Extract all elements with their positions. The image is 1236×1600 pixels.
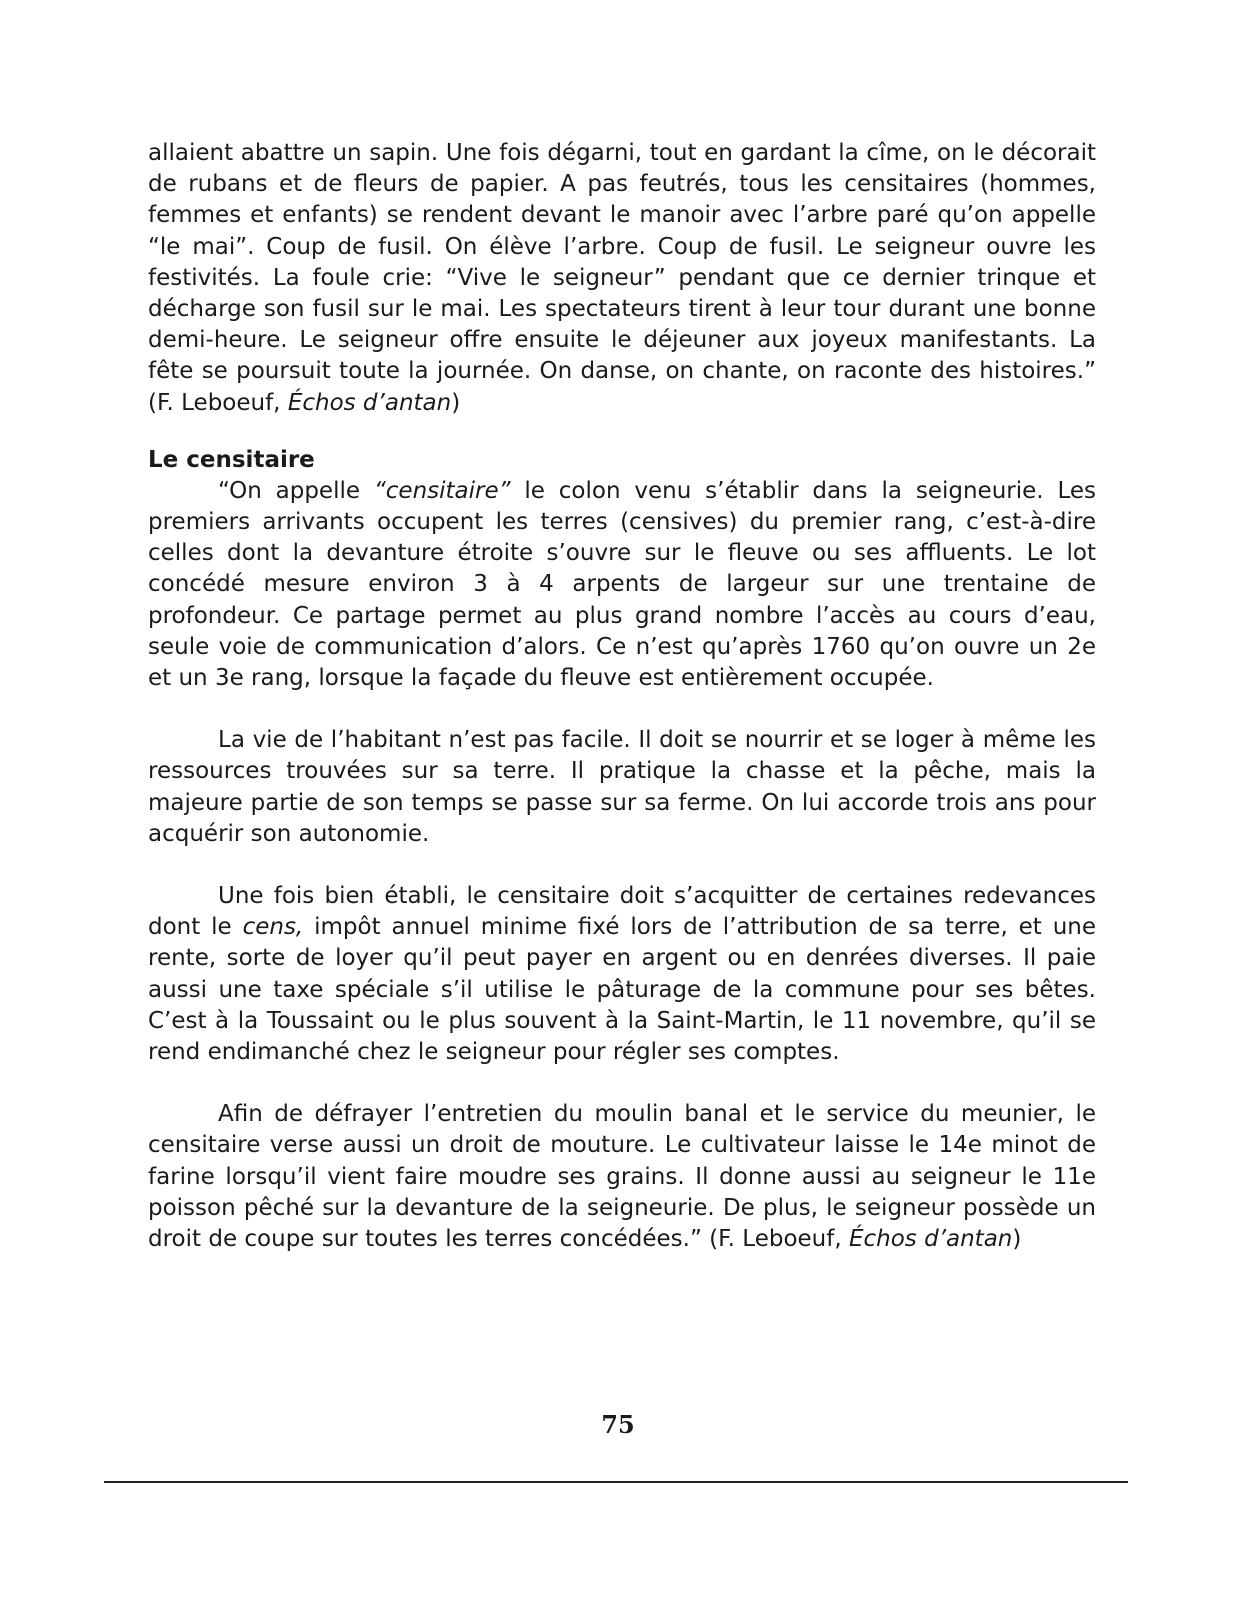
paragraph-habitant-life: La vie de l’habitant n’est pas facile. Il doit se nourrir et se loger à même les ressources trouvées sur sa terre. Il pratique la chasse et la pêche, mais la majeure partie de son temps se passe sur sa ferme. On lui accorde trois ans pour acquérir son autonomie.	[148, 727, 1096, 847]
term-censitaire: “censitaire”	[373, 477, 511, 504]
paragraph-text: le colon venu s’établir dans la seigneurie. Les premiers arrivants occupent les terres (censives) du premier rang, c’est-à-dire celles dont la devanture étroite s’ouvre sur le fleuve ou ses affluents. Le lot concédé mesure environ 3 à 4 arpents de largeur sur une trentaine de profondeur. Ce partage permet au plus grand nombre l’accès au cours d’eau, seule voie de communication d’alors. Ce n’est qu’après 1760 qu’on ouvre un 2e et un 3e rang, lorsque la façade du fleuve est entièrement occupée.	[148, 477, 1096, 692]
section-heading: Le censitaire	[148, 446, 315, 473]
document-body	[148, 138, 1096, 1255]
paragraph-text: impôt annuel minime fixé lors de l’attribution de sa terre, et une rente, sorte de loyer qu’il peut payer en argent ou en denrées diverses. Il paie aussi une taxe spéciale s’il utilise le pâturage de la commune pour ses bêtes. C’est à la Toussaint ou le plus souvent à la Saint-Martin, le 11 novembre, qu’il se rend endimanché chez le seigneur pour régler ses comptes.	[148, 914, 1097, 1066]
paragraph-text: “On appelle	[218, 477, 374, 504]
page-number: 75	[601, 1410, 635, 1439]
intro-paragraph	[148, 138, 1096, 419]
term-cens: cens,	[242, 914, 304, 941]
paragraph-droit-mouture	[148, 1099, 1096, 1255]
paragraph-text: Afin de défrayer l’entretien du moulin banal et le service du meunier, le censitaire verse aussi un droit de mouture. Le cultivateur laisse le 14e minot de farine lorsqu’il vient faire moudre ses grains. Il donne aussi au seigneur le 11e poisson pêché sur la devanture de la seigneurie. De plus, le seigneur possède un droit de coupe sur toutes les terres concédées.” (F. Leboeuf,	[148, 1101, 1096, 1253]
paragraph-redevances	[148, 881, 1096, 1068]
paragraph-text: Une fois bien établi, le censitaire doit s’acquitter de certaines redevances dont le	[148, 883, 1096, 941]
intro-paragraph-end: )	[451, 389, 461, 416]
paragraph-end: )	[1012, 1226, 1022, 1253]
paragraph-censitaire-definition	[148, 476, 1096, 694]
footer-divider	[104, 1481, 1128, 1483]
source-title: Échos d’antan	[848, 1226, 1013, 1253]
intro-paragraph-text: allaient abattre un sapin. Une fois dégarni, tout en gardant la cîme, on le décorait de rubans et de fleurs de papier. A pas feutrés, tous les censitaires (hommes, femmes et enfants) se rendent devant le manoir avec l’arbre paré qu’on appelle “le mai”. Coup de fusil. On élève l’arbre. Coup de fusil. Le seigneur ouvre les festivités. La foule crie: “Vive le seigneur” pendant que ce dernier trinque et décharge son fusil sur le mai. Les spectateurs tirent à leur tour durant une bonne demi-heure. Le seigneur offre ensuite le déjeuner aux joyeux manifestants. La fête se poursuit toute la journée. On danse, on chante, on raconte des histoires.” (F. Leboeuf,	[148, 140, 1096, 416]
source-title: Échos d’antan	[287, 389, 452, 416]
